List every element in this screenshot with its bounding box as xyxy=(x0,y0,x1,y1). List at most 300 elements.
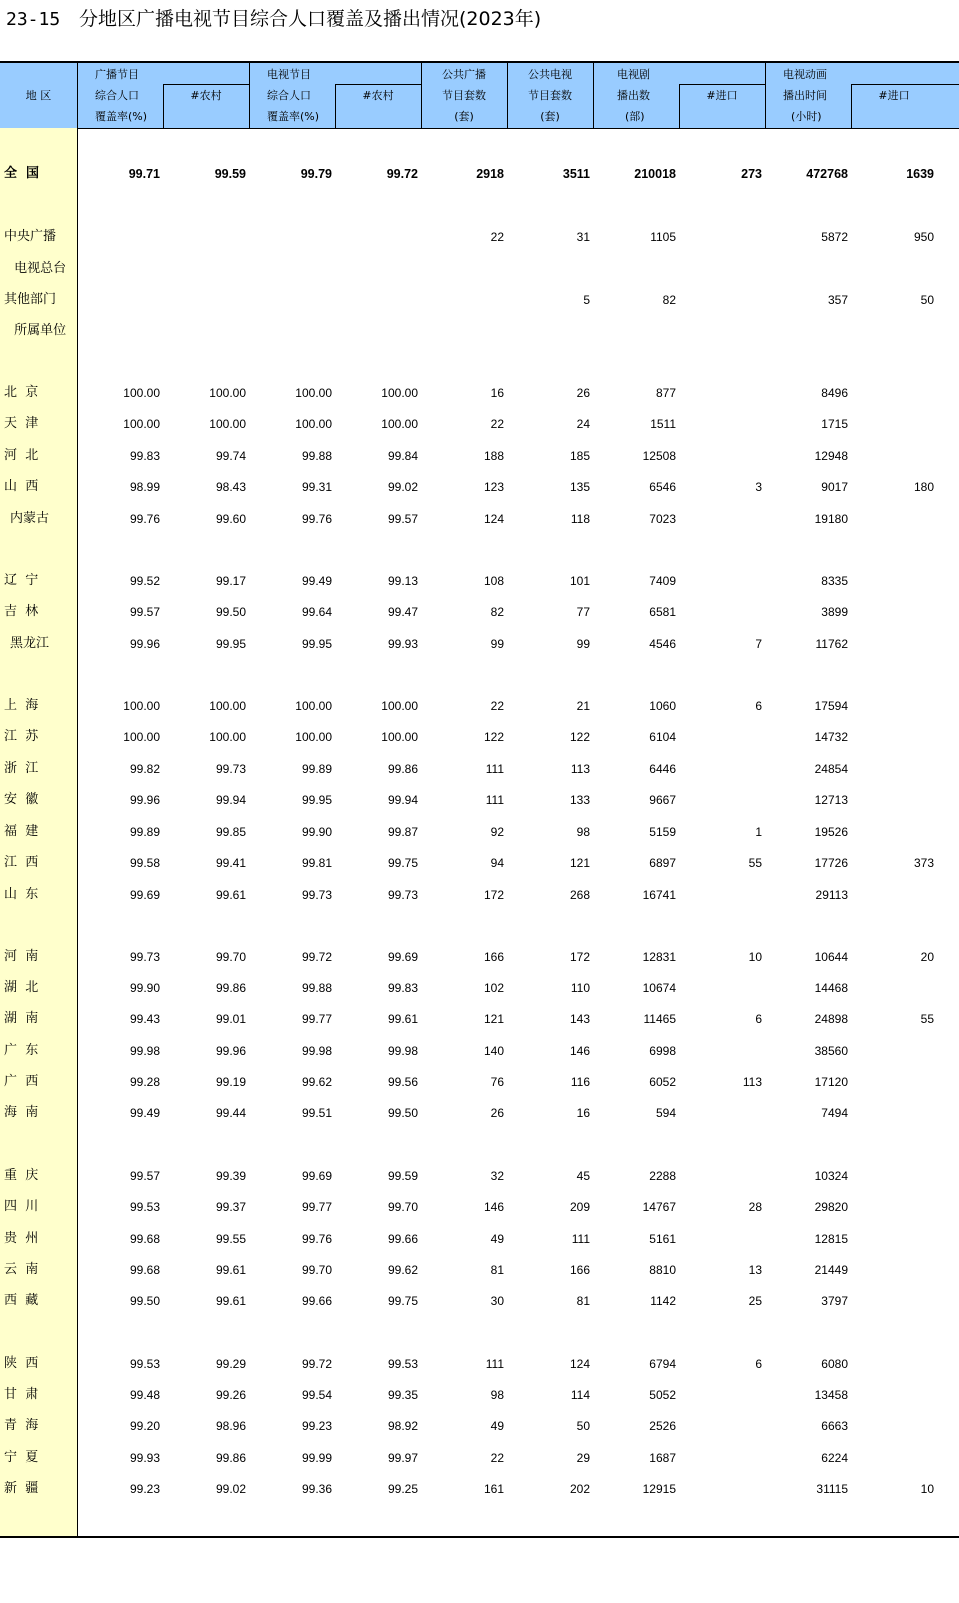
cell-value: 99.96 xyxy=(129,637,160,651)
cell-value: 99.37 xyxy=(215,1200,246,1214)
cell-value: 100.00 xyxy=(295,699,332,713)
table-row xyxy=(0,570,959,592)
cell-value: 99.89 xyxy=(301,762,332,776)
region-name: 辽 宁 xyxy=(4,573,39,588)
cell-value: 99 xyxy=(490,637,504,651)
cell-value: 5159 xyxy=(649,825,676,839)
cell-value: 2526 xyxy=(649,1419,676,1433)
cell-value: 99.57 xyxy=(129,1169,160,1183)
region-name: 重 庆 xyxy=(4,1168,39,1183)
cell-value: 55 xyxy=(748,856,762,870)
cell-value: 877 xyxy=(655,386,676,400)
cell-value: 99.72 xyxy=(301,950,332,964)
region-name: 贵 州 xyxy=(4,1231,39,1246)
cell-value: 7023 xyxy=(649,512,676,526)
cell-value: 99.82 xyxy=(129,762,160,776)
cell-value: 99.72 xyxy=(301,1357,332,1371)
cell-value: 98 xyxy=(490,1388,504,1402)
cell-value: 99.97 xyxy=(387,1451,418,1465)
cell-value: 1687 xyxy=(649,1451,676,1465)
cell-value: 209 xyxy=(569,1200,590,1214)
cell-value: 25 xyxy=(748,1294,762,1308)
cell-value: 77 xyxy=(576,605,590,619)
cell-value: 100.00 xyxy=(123,699,160,713)
cell-value: 99.71 xyxy=(128,167,160,181)
cell-value: 99.56 xyxy=(387,1075,418,1089)
cell-value: 82 xyxy=(490,605,504,619)
cell-value: 99.81 xyxy=(301,856,332,870)
cell-value: 6104 xyxy=(649,730,676,744)
cell-value: 99.73 xyxy=(387,888,418,902)
cell-value: 210018 xyxy=(634,167,676,181)
region-name: 黑龙江 xyxy=(10,636,50,651)
cell-value: 99.01 xyxy=(215,1012,246,1026)
cell-value: 7 xyxy=(755,637,762,651)
cell-value: 9667 xyxy=(649,793,676,807)
cell-value: 99.57 xyxy=(387,512,418,526)
cell-value: 99.66 xyxy=(387,1232,418,1246)
cell-value: 3899 xyxy=(821,605,848,619)
cell-value: 99.76 xyxy=(301,1232,332,1246)
cell-value: 10644 xyxy=(814,950,848,964)
cell-value: 99.93 xyxy=(387,637,418,651)
table-row xyxy=(0,821,959,843)
cell-value: 99.96 xyxy=(215,1044,246,1058)
cell-value: 99.86 xyxy=(215,981,246,995)
cell-value: 100.00 xyxy=(381,386,418,400)
table-row xyxy=(0,1478,959,1500)
cell-value: 99.83 xyxy=(387,981,418,995)
cell-value: 123 xyxy=(483,480,504,494)
cell-value: 100.00 xyxy=(295,417,332,431)
cell-value: 82 xyxy=(662,293,676,307)
cell-value: 98.96 xyxy=(215,1419,246,1433)
cell-value: 99.57 xyxy=(129,605,160,619)
cell-value: 94 xyxy=(490,856,504,870)
cell-value: 108 xyxy=(483,574,504,588)
cell-value: 22 xyxy=(490,699,504,713)
cell-value: 99.39 xyxy=(215,1169,246,1183)
cell-value: 110 xyxy=(570,981,590,995)
cell-value: 99.95 xyxy=(215,637,246,651)
table-row xyxy=(0,601,959,623)
table-row xyxy=(0,1447,959,1469)
cell-value: 99.66 xyxy=(301,1294,332,1308)
cell-value: 99.93 xyxy=(129,1451,160,1465)
cell-value: 31115 xyxy=(816,1482,848,1496)
region-name: 北 京 xyxy=(4,385,39,400)
cell-value: 99.35 xyxy=(387,1388,418,1402)
cell-value: 19180 xyxy=(814,512,848,526)
cell-value: 99.48 xyxy=(129,1388,160,1402)
table-row xyxy=(0,758,959,780)
header-drama-line2: 播出数 xyxy=(617,89,650,102)
cell-value: 17120 xyxy=(814,1075,848,1089)
header-anim-import: #进口 xyxy=(878,89,910,102)
cell-value: 1715 xyxy=(821,417,848,431)
cell-value: 99.26 xyxy=(215,1388,246,1402)
cell-value: 14767 xyxy=(642,1200,676,1214)
cell-value: 8496 xyxy=(821,386,848,400)
cell-value: 81 xyxy=(576,1294,590,1308)
cell-value: 99.84 xyxy=(387,449,418,463)
region-name: 浙 江 xyxy=(4,761,39,776)
cell-value: 1142 xyxy=(650,1294,676,1308)
cell-value: 22 xyxy=(490,1451,504,1465)
cell-value: 50 xyxy=(576,1419,590,1433)
cell-value: 6052 xyxy=(649,1075,676,1089)
region-name: 吉 林 xyxy=(4,604,39,619)
cell-value: 98 xyxy=(576,825,590,839)
cell-value: 99 xyxy=(576,637,590,651)
table-row xyxy=(0,413,959,435)
cell-value: 6546 xyxy=(649,480,676,494)
cell-value: 99.02 xyxy=(215,1482,246,1496)
cell-value: 99.59 xyxy=(214,167,246,181)
cell-value: 143 xyxy=(569,1012,590,1026)
cell-value: 99.72 xyxy=(386,167,418,181)
cell-value: 101 xyxy=(569,574,590,588)
header-tv-line1: 电视节目 xyxy=(267,68,311,81)
cell-value: 99.88 xyxy=(301,449,332,463)
bottom-rule xyxy=(0,1536,959,1538)
table-row xyxy=(0,1384,959,1406)
cell-value: 6663 xyxy=(821,1419,848,1433)
table-row xyxy=(0,946,959,968)
cell-value: 99.25 xyxy=(387,1482,418,1496)
table-row xyxy=(0,163,959,185)
cell-value: 26 xyxy=(576,386,590,400)
cell-value: 99.62 xyxy=(301,1075,332,1089)
cell-value: 99.94 xyxy=(215,793,246,807)
table-row xyxy=(0,1290,959,1312)
cell-value: 121 xyxy=(569,856,590,870)
cell-value: 5872 xyxy=(821,230,848,244)
cell-value: 111 xyxy=(485,793,504,807)
header-anim-line1: 电视动画 xyxy=(783,68,827,81)
cell-value: 99.44 xyxy=(215,1106,246,1120)
header-pub-radio-line1: 公共广播 xyxy=(442,68,486,81)
cell-value: 6794 xyxy=(649,1357,676,1371)
header-pub-tv-line3: (套) xyxy=(540,110,560,123)
region-name: 湖 南 xyxy=(4,1011,39,1026)
cell-value: 1639 xyxy=(906,167,934,181)
cell-value: 29820 xyxy=(814,1200,848,1214)
cell-value: 99.17 xyxy=(215,574,246,588)
cell-value: 273 xyxy=(741,167,762,181)
header-drama-line1: 电视剧 xyxy=(617,68,650,81)
region-name: 新 疆 xyxy=(4,1481,39,1496)
cell-value: 22 xyxy=(490,230,504,244)
cell-value: 21449 xyxy=(814,1263,848,1277)
cell-value: 99.02 xyxy=(387,480,418,494)
cell-value: 24854 xyxy=(814,762,848,776)
cell-value: 99.49 xyxy=(129,1106,160,1120)
cell-value: 12508 xyxy=(642,449,676,463)
cell-value: 26 xyxy=(490,1106,504,1120)
region-name: 全 国 xyxy=(4,166,40,181)
table-row xyxy=(0,476,959,498)
table-row xyxy=(0,226,959,248)
header-radio-line3: 覆盖率(%) xyxy=(95,110,148,123)
cell-value: 16 xyxy=(490,386,504,400)
cell-value: 12831 xyxy=(642,950,676,964)
table-row xyxy=(0,1040,959,1062)
region-name: 安 徽 xyxy=(4,792,39,807)
table-row xyxy=(0,508,959,530)
table-row xyxy=(0,1196,959,1218)
cell-value: 1060 xyxy=(649,699,676,713)
header-radio-line2: 综合人口 xyxy=(95,89,139,102)
cell-value: 20 xyxy=(920,950,934,964)
region-name: 海 南 xyxy=(4,1105,39,1120)
cell-value: 31 xyxy=(576,230,590,244)
table-row xyxy=(0,1008,959,1030)
cell-value: 13 xyxy=(748,1263,762,1277)
cell-value: 114 xyxy=(570,1388,590,1402)
cell-value: 7409 xyxy=(649,574,676,588)
cell-value: 10674 xyxy=(642,981,676,995)
cell-value: 188 xyxy=(483,449,504,463)
cell-value: 99.59 xyxy=(387,1169,418,1183)
region-name: 天 津 xyxy=(4,416,39,431)
table-row xyxy=(0,1071,959,1093)
cell-value: 122 xyxy=(483,730,504,744)
cell-value: 22 xyxy=(490,417,504,431)
cell-value: 98.99 xyxy=(129,480,160,494)
region-name: 四 川 xyxy=(4,1199,39,1214)
cell-value: 99.69 xyxy=(129,888,160,902)
cell-value: 12713 xyxy=(814,793,848,807)
table-row xyxy=(0,289,959,311)
cell-value: 100.00 xyxy=(123,730,160,744)
header-radio-line1: 广播节目 xyxy=(95,68,139,81)
header-pub-radio-line2: 节目套数 xyxy=(442,89,486,102)
cell-value: 124 xyxy=(483,512,504,526)
table-code: 23-15 xyxy=(6,9,61,30)
cell-value: 99.68 xyxy=(129,1232,160,1246)
region-name: 内蒙古 xyxy=(10,511,50,526)
cell-value: 166 xyxy=(483,950,504,964)
cell-value: 99.29 xyxy=(215,1357,246,1371)
header-region: 地 区 xyxy=(25,89,52,102)
cell-value: 99.43 xyxy=(129,1012,160,1026)
cell-value: 8335 xyxy=(821,574,848,588)
cell-value: 32 xyxy=(490,1169,504,1183)
cell-value: 99.19 xyxy=(215,1075,246,1089)
region-name: 湖 北 xyxy=(4,980,39,995)
cell-value: 2288 xyxy=(649,1169,676,1183)
cell-value: 12815 xyxy=(814,1232,848,1246)
cell-value: 76 xyxy=(490,1075,504,1089)
region-name: 所属单位 xyxy=(10,323,67,338)
cell-value: 100.00 xyxy=(123,417,160,431)
cell-value: 11465 xyxy=(643,1012,676,1026)
cell-value: 99.69 xyxy=(387,950,418,964)
cell-value: 111 xyxy=(485,1357,504,1371)
table-header xyxy=(0,63,959,129)
cell-value: 17594 xyxy=(814,699,848,713)
cell-value: 99.90 xyxy=(301,825,332,839)
header-radio-rural: #农村 xyxy=(190,89,222,102)
cell-value: 472768 xyxy=(806,167,848,181)
region-name: 云 南 xyxy=(4,1262,39,1277)
cell-value: 3 xyxy=(755,480,762,494)
cell-value: 99.90 xyxy=(129,981,160,995)
cell-value: 99.86 xyxy=(387,762,418,776)
cell-value: 111 xyxy=(485,762,504,776)
cell-value: 14732 xyxy=(814,730,848,744)
cell-value: 6224 xyxy=(821,1451,848,1465)
cell-value: 24 xyxy=(576,417,590,431)
cell-value: 99.61 xyxy=(387,1012,418,1026)
cell-value: 99.89 xyxy=(129,825,160,839)
cell-value: 140 xyxy=(483,1044,504,1058)
cell-value: 99.99 xyxy=(301,1451,332,1465)
cell-value: 5 xyxy=(583,293,590,307)
cell-value: 92 xyxy=(490,825,504,839)
cell-value: 99.61 xyxy=(215,1263,246,1277)
cell-value: 99.88 xyxy=(301,981,332,995)
header-drama-import: #进口 xyxy=(706,89,738,102)
region-name: 山 东 xyxy=(4,887,39,902)
cell-value: 1511 xyxy=(650,417,676,431)
table-row xyxy=(0,884,959,906)
cell-value: 99.51 xyxy=(301,1106,332,1120)
table-row xyxy=(0,1259,959,1281)
cell-value: 98.92 xyxy=(387,1419,418,1433)
cell-value: 99.85 xyxy=(215,825,246,839)
cell-value: 100.00 xyxy=(381,730,418,744)
cell-value: 99.52 xyxy=(129,574,160,588)
cell-value: 99.73 xyxy=(129,950,160,964)
region-name: 江 苏 xyxy=(4,729,39,744)
cell-value: 55 xyxy=(920,1012,934,1026)
header-anim-line3: (小时) xyxy=(791,110,822,123)
table-row xyxy=(0,726,959,748)
cell-value: 113 xyxy=(742,1075,762,1089)
cell-value: 121 xyxy=(483,1012,504,1026)
cell-value: 29 xyxy=(576,1451,590,1465)
region-name: 西 藏 xyxy=(4,1293,39,1308)
cell-value: 99.47 xyxy=(387,605,418,619)
header-anim-line2: 播出时间 xyxy=(783,89,827,102)
region-name: 青 海 xyxy=(4,1418,39,1433)
cell-value: 49 xyxy=(490,1419,504,1433)
cell-value: 166 xyxy=(569,1263,590,1277)
cell-value: 172 xyxy=(569,950,590,964)
cell-value: 21 xyxy=(576,699,590,713)
cell-value: 594 xyxy=(655,1106,676,1120)
cell-value: 6 xyxy=(755,1012,762,1026)
cell-value: 16 xyxy=(576,1106,590,1120)
region-name: 中央广播 xyxy=(4,229,57,244)
cell-value: 99.83 xyxy=(129,449,160,463)
cell-value: 172 xyxy=(483,888,504,902)
region-name: 河 北 xyxy=(4,448,39,463)
cell-value: 12948 xyxy=(814,449,848,463)
region-name: 河 南 xyxy=(4,949,39,964)
cell-value: 99.74 xyxy=(215,449,246,463)
table-row xyxy=(0,1165,959,1187)
header-pub-tv-line1: 公共电视 xyxy=(528,68,572,81)
cell-value: 99.98 xyxy=(301,1044,332,1058)
cell-value: 99.64 xyxy=(301,605,332,619)
region-name: 电视总台 xyxy=(10,261,67,276)
cell-value: 6 xyxy=(755,1357,762,1371)
region-name: 广 西 xyxy=(4,1074,39,1089)
cell-value: 99.95 xyxy=(301,793,332,807)
cell-value: 29113 xyxy=(815,888,848,902)
cell-value: 99.31 xyxy=(301,480,332,494)
cell-value: 99.98 xyxy=(129,1044,160,1058)
cell-value: 99.76 xyxy=(301,512,332,526)
cell-value: 99.98 xyxy=(387,1044,418,1058)
table-row xyxy=(0,695,959,717)
cell-value: 2918 xyxy=(476,167,504,181)
table-row xyxy=(0,789,959,811)
cell-value: 118 xyxy=(570,512,590,526)
cell-value: 161 xyxy=(483,1482,504,1496)
cell-value: 357 xyxy=(827,293,848,307)
cell-value: 99.70 xyxy=(215,950,246,964)
cell-value: 16741 xyxy=(642,888,676,902)
cell-value: 17726 xyxy=(814,856,848,870)
cell-value: 99.36 xyxy=(301,1482,332,1496)
table-row xyxy=(0,633,959,655)
table-row xyxy=(0,258,959,280)
cell-value: 111 xyxy=(571,1232,590,1246)
region-name: 甘 肃 xyxy=(4,1387,39,1402)
cell-value: 268 xyxy=(569,888,590,902)
cell-value: 5052 xyxy=(649,1388,676,1402)
cell-value: 99.77 xyxy=(301,1200,332,1214)
cell-value: 50 xyxy=(920,293,934,307)
cell-value: 99.76 xyxy=(129,512,160,526)
cell-value: 99.50 xyxy=(129,1294,160,1308)
cell-value: 100.00 xyxy=(381,699,418,713)
cell-value: 6080 xyxy=(821,1357,848,1371)
cell-value: 124 xyxy=(569,1357,590,1371)
cell-value: 6998 xyxy=(649,1044,676,1058)
cell-value: 99.69 xyxy=(301,1169,332,1183)
cell-value: 6446 xyxy=(649,762,676,776)
cell-value: 99.20 xyxy=(129,1419,160,1433)
header-pub-radio-line3: (套) xyxy=(454,110,474,123)
cell-value: 99.54 xyxy=(301,1388,332,1402)
cell-value: 24898 xyxy=(814,1012,848,1026)
cell-value: 99.50 xyxy=(215,605,246,619)
cell-value: 1 xyxy=(755,825,762,839)
cell-value: 1105 xyxy=(650,230,676,244)
header-pub-tv-line2: 节目套数 xyxy=(528,89,572,102)
cell-value: 99.73 xyxy=(215,762,246,776)
cell-value: 113 xyxy=(570,762,590,776)
header-drama-line3: (部) xyxy=(625,110,645,123)
cell-value: 116 xyxy=(570,1075,590,1089)
cell-value: 99.49 xyxy=(301,574,332,588)
cell-value: 185 xyxy=(569,449,590,463)
cell-value: 99.61 xyxy=(215,888,246,902)
cell-value: 100.00 xyxy=(209,699,246,713)
cell-value: 950 xyxy=(913,230,934,244)
cell-value: 99.96 xyxy=(129,793,160,807)
cell-value: 100.00 xyxy=(123,386,160,400)
cell-value: 99.53 xyxy=(129,1200,160,1214)
region-name: 陕 西 xyxy=(4,1356,39,1371)
header-tv-line3: 覆盖率(%) xyxy=(267,110,320,123)
cell-value: 8810 xyxy=(649,1263,676,1277)
